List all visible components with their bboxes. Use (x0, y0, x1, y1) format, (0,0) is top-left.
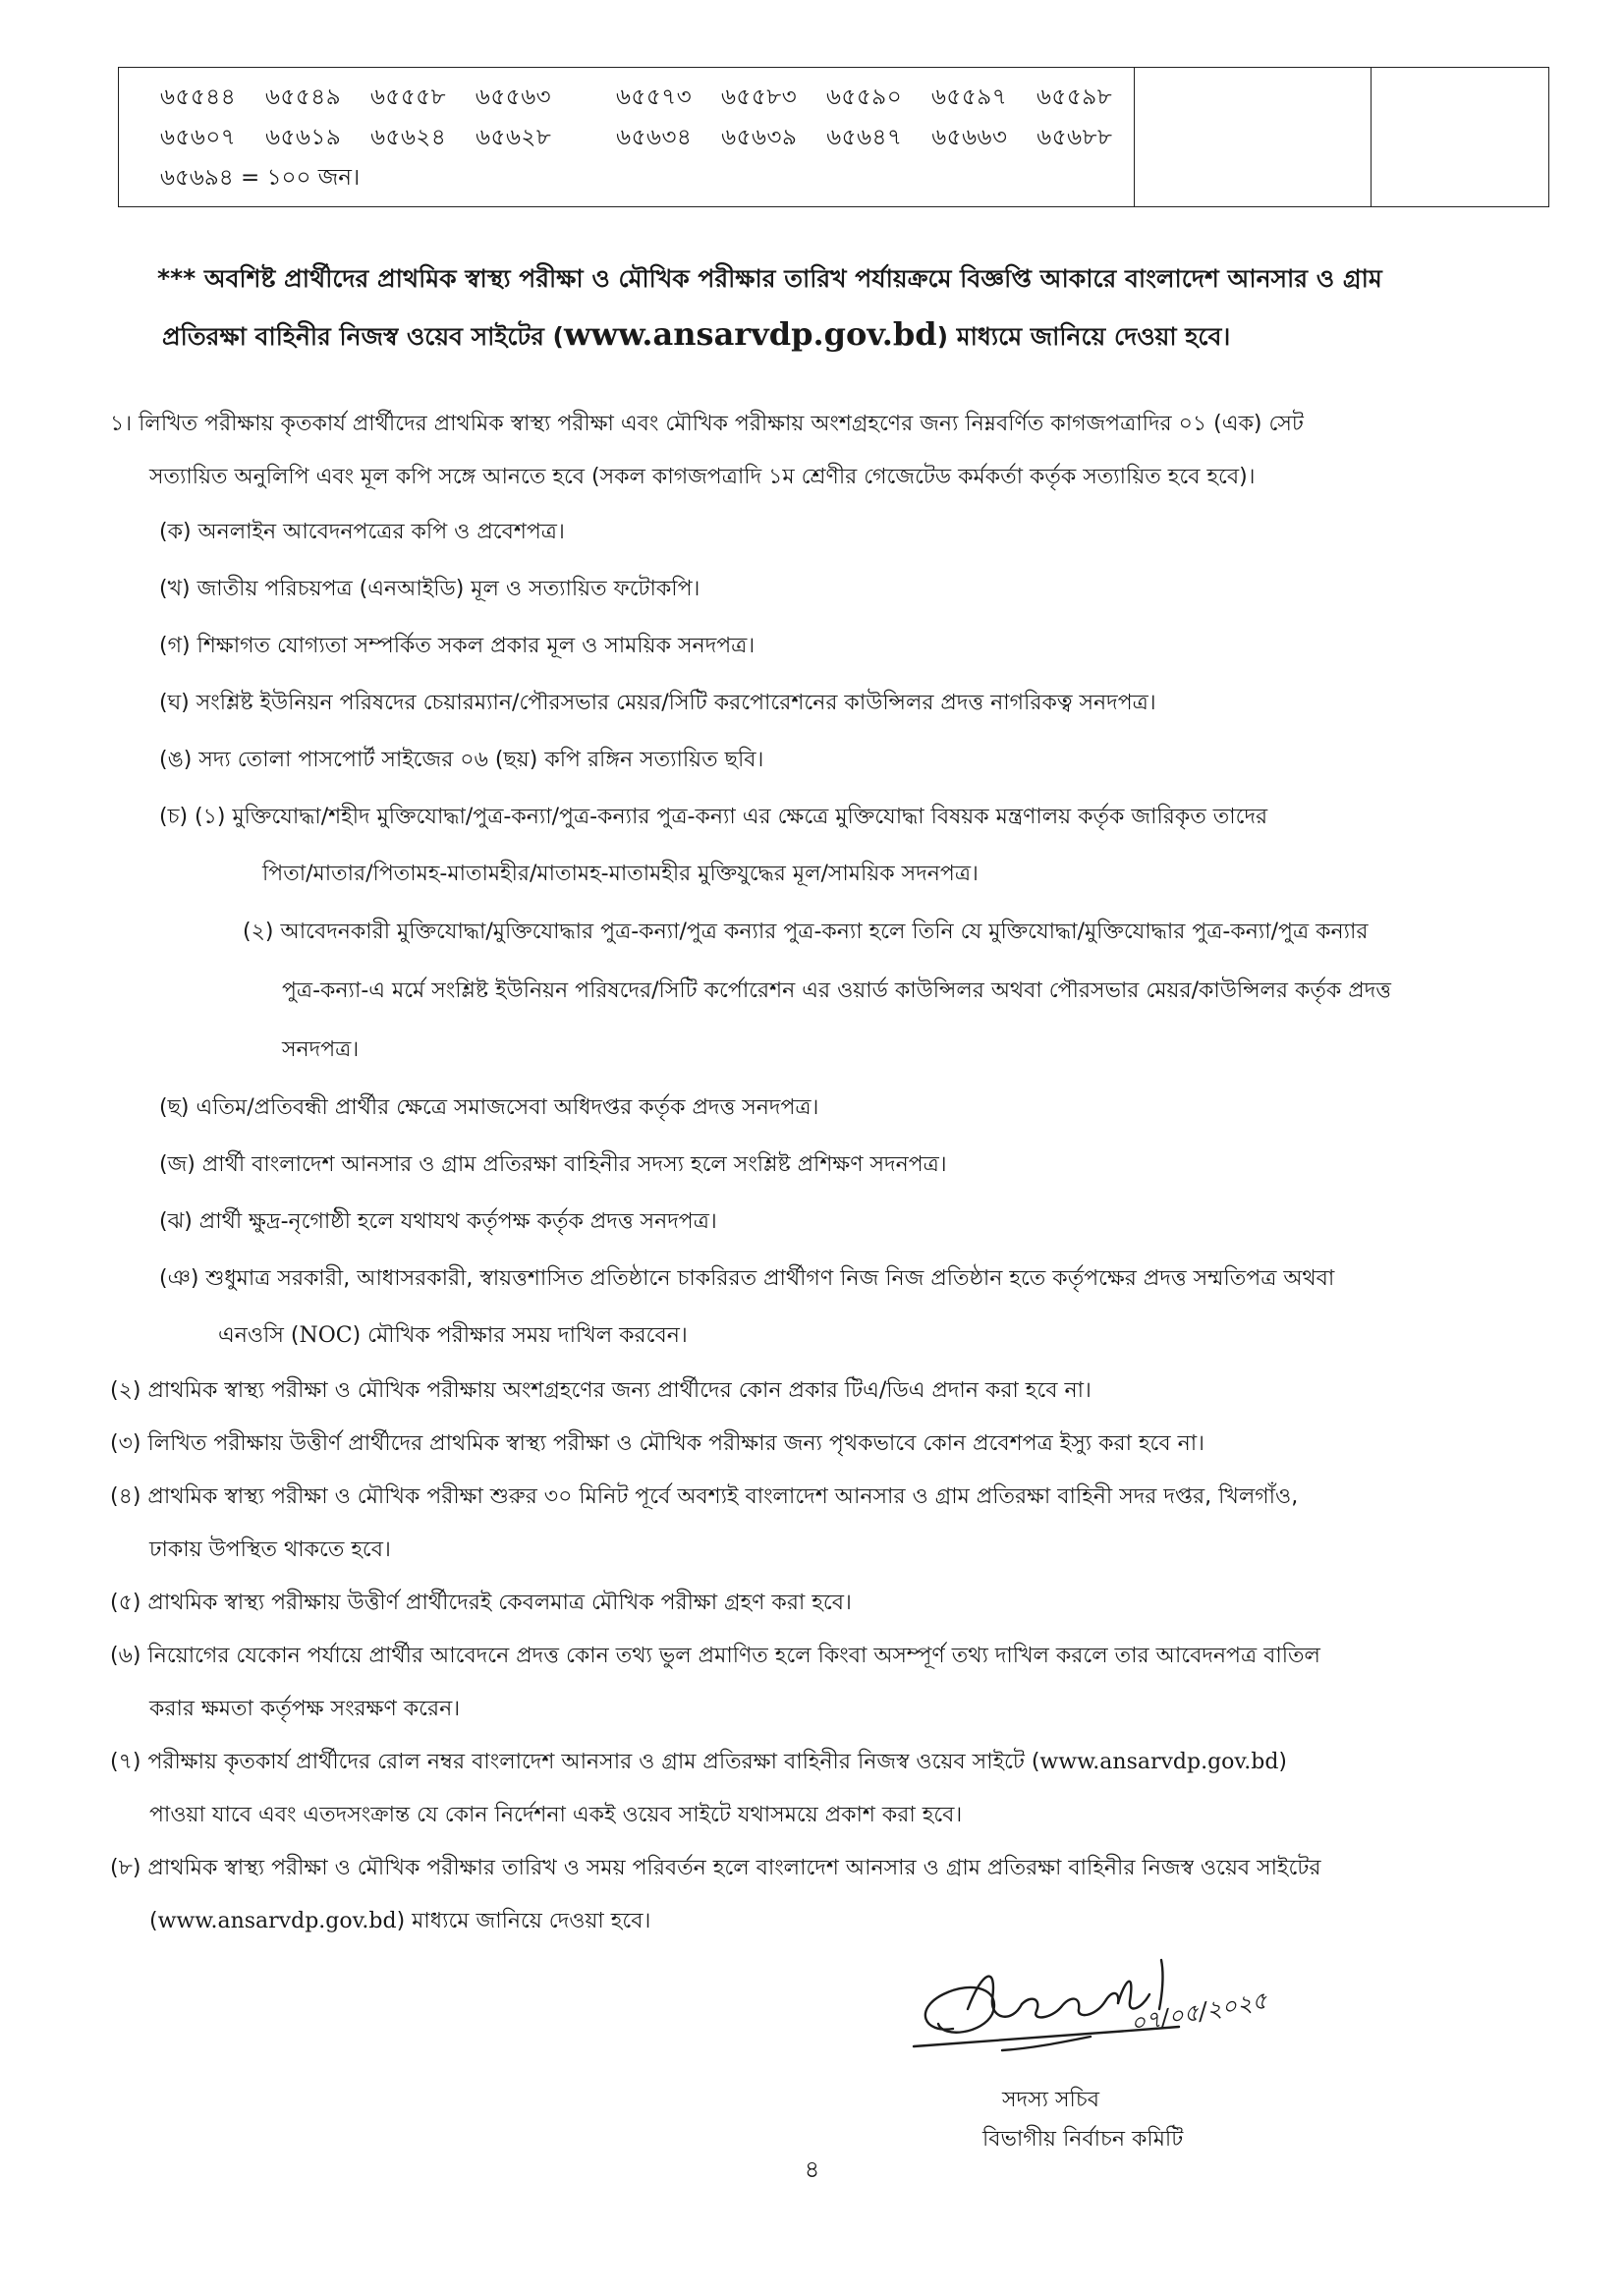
document-item-nya (110, 1251, 1544, 1365)
point-text: (ঞ) শুধুমাত্র সরকারী, আধাসরকারী, স্বায়ত্তশাসিত প্রতিষ্ঠানে চাকরিরত প্রার্থীগণ নিজ নিজ প্রতিষ্ঠান হতে কর্তৃপক্ষের প্রদত্ত সম্মতিপত্র অথবা (159, 1266, 1335, 1291)
notice-line-2 (157, 307, 1533, 364)
point-text: ) (1278, 1750, 1287, 1774)
roll-number: ৬৫৬০৭ (160, 125, 237, 150)
signature-date: ০৭/০৫/২০২৫ (1128, 1986, 1269, 2039)
roll-number: ৬৫৬২৪ (370, 125, 447, 150)
roll-number: ৬৫৬৪৭ (826, 125, 903, 150)
point-3: (৩) লিখিত পরীক্ষায় উত্তীর্ণ প্রার্থীদের প্রাথমিক স্বাস্থ্য পরীক্ষা ও মৌখিক পরীক্ষার জন্য পৃথকভাবে কোন প্রবেশপত্র ইস্যু করা হবে না। (110, 1431, 1204, 1456)
roll-number: ৬৫৬১৯ (265, 125, 342, 150)
document-item-chha: (ছ) এতিম/প্রতিবন্ধী প্রার্থীর ক্ষেত্রে সমাজসেবা অধিদপ্তর কর্তৃক প্রদত্ত সনদপত্র। (159, 1095, 819, 1120)
point-text (110, 1736, 1544, 1789)
roll-row-1 (160, 78, 1134, 118)
noc-text: NOC (299, 1323, 353, 1348)
page-number: ৪ (804, 2155, 820, 2183)
point-text: সনদপত্র। (282, 1037, 360, 1062)
roll-number: ৬৫৬৩৪ (616, 125, 693, 150)
point-6 (110, 1630, 1544, 1736)
point-5: (৫) প্রাথমিক স্বাস্থ্য পরীক্ষায় উত্তীর্ণ প্রার্থীদেরই কেবলমাত্র মৌখিক পরীক্ষা গ্রহণ করা হবে। (110, 1591, 852, 1615)
roll-number: ৬৫৬৬৩ (931, 125, 1008, 150)
document-item-gha: (ঘ) সংশ্লিষ্ট ইউনিয়ন পরিষদের চেয়ারম্যান/পৌরসভার মেয়র/সিটি করপোরেশনের কাউন্সিলর প্রদত্ত নাগরিকত্ব সনদপত্র। (159, 691, 1156, 715)
point-text: (৭) পরীক্ষায় কৃতকার্য প্রার্থীদের রোল নম্বর বাংলাদেশ আনসার ও গ্রাম প্রতিরক্ষা বাহিনীর নিজস্ব ওয়েব সাইটে ( (110, 1750, 1040, 1774)
roll-number: ৬৫৫৮৩ (720, 84, 798, 110)
point-text: (৪) প্রাথমিক স্বাস্থ্য পরীক্ষা ও মৌখিক পরীক্ষা শুরুর ৩০ মিনিট পূর্বে অবশ্যই বাংলাদেশ আনসার ও গ্রাম প্রতিরক্ষা বাহিনী সদর দপ্তর, খিলগাঁও, (110, 1484, 1299, 1509)
notice-paragraph (157, 252, 1533, 364)
point-text: ) মৌখিক পরীক্ষার সময় দাখিল করবেন। (352, 1323, 688, 1348)
point-text: (৮) প্রাথমিক স্বাস্থ্য পরীক্ষা ও মৌখিক পরীক্ষার তারিখ ও সময় পরিবর্তন হলে বাংলাদেশ আনসার ও গ্রাম প্রতিরক্ষা বাহিনীর নিজস্ব ওয়েব সাইটের (110, 1856, 1321, 1880)
website-link[interactable]: www.ansarvdp.gov.bd (1039, 1750, 1279, 1774)
roll-number: ৬৫৫৫৮ (369, 84, 447, 110)
point-7 (110, 1736, 1544, 1842)
instructions-list (110, 398, 1544, 1948)
notice-line-1: *** অবশিষ্ট প্রার্থীদের প্রাথমিক স্বাস্থ্য পরীক্ষা ও মৌখিক পরীক্ষার তারিখ পর্যায়ক্রমে বিজ্ঞপ্তি আকারে বাংলাদেশ আনসার ও গ্রাম (157, 264, 1382, 293)
document-item-kha: (খ) জাতীয় পরিচয়পত্র (এনআইডি) মূল ও সত্যায়িত ফটোকপি। (159, 577, 700, 601)
point-text: এনওসি ( (218, 1323, 300, 1348)
signatory-block (982, 2081, 1297, 2159)
roll-number: ৬৫৫৯০ (825, 84, 903, 110)
point-text: (৬) নিয়োগের যেকোন পর্যায়ে প্রার্থীর আবেদনে প্রদত্ত কোন তথ্য ভুল প্রমাণিত হলে কিংবা অসম্পূর্ণ তথ্য দাখিল করলে তার আবেদনপত্র বাতিল (110, 1644, 1320, 1668)
point-text: ) মাধ্যমে জানিয়ে দেওয়া হবে। (396, 1909, 651, 1933)
table-empty-cell (1372, 68, 1549, 207)
document-item-ka: (ক) অনলাইন আবেদনপত্রের কপি ও প্রবেশপত্র। (159, 520, 565, 544)
roll-number: ৬৫৬২৮ (476, 125, 552, 150)
point-text: ঢাকায় উপস্থিত থাকতে হবে। (149, 1538, 391, 1562)
point-text: ১। লিখিত পরীক্ষায় কৃতকার্য প্রার্থীদের প্রাথমিক স্বাস্থ্য পরীক্ষা এবং মৌখিক পরীক্ষায় অংশগ্রহণের জন্য নিম্নবর্ণিত কাগজপত্রাদির ০১ (এক) সেট (110, 412, 1304, 436)
website-link[interactable]: www.ansarvdp.gov.bd (563, 315, 937, 353)
roll-number: ৬৫৬৩৯ (721, 125, 798, 150)
document-item-uma: (ঙ) সদ্য তোলা পাসপোর্ট সাইজের ০৬ (ছয়) কপি রঙ্গিন সত্যায়িত ছবি। (159, 748, 764, 772)
point-text: (২) আবেদনকারী মুক্তিযোদ্ধা/মুক্তিযোদ্ধার পুত্র-কন্যা/পুত্র কন্যার পুত্র-কন্যা হলে তিনি যে মুক্তিযোদ্ধা/মুক্তিযোদ্ধার পুত্র-কন্যা/পুত্র কন্যার (243, 920, 1369, 944)
roll-number: ৬৫৫৪৪ (160, 84, 237, 110)
roll-number: ৬৫৫৭৩ (615, 84, 693, 110)
roll-number: ৬৫৫৯৭ (930, 84, 1008, 110)
point-1 (110, 398, 1544, 504)
roll-number: ৬৫৫৯৮ (1036, 84, 1113, 110)
signatory-designation: সদস্য সচিব (1002, 2088, 1099, 2112)
notice-text: ) মাধ্যমে জানিয়ে দেওয়া হবে। (936, 322, 1231, 351)
point-text: পাওয়া যাবে এবং এতদসংক্রান্ত যে কোন নির্দেশনা একই ওয়েব সাইটে যথাসময়ে প্রকাশ করা হবে। (149, 1803, 963, 1827)
point-2: (২) প্রাথমিক স্বাস্থ্য পরীক্ষা ও মৌখিক পরীক্ষায় অংশগ্রহণের জন্য প্রার্থীদের কোন প্রকার টিএ/ডিএ প্রদান করা হবে না। (110, 1378, 1092, 1403)
point-text: ( (149, 1909, 158, 1933)
table-empty-cell (1135, 68, 1372, 207)
point-text (159, 1308, 1544, 1365)
point-text (110, 1895, 1544, 1948)
document-item-ja: (জ) প্রার্থী বাংলাদেশ আনসার ও গ্রাম প্রতিরক্ষা বাহিনীর সদস্য হলে সংশ্লিষ্ট প্রশিক্ষণ সদনপত্র। (159, 1152, 947, 1177)
roll-number: ৬৫৫৪৯ (264, 84, 342, 110)
website-link[interactable]: www.ansarvdp.gov.bd (157, 1909, 397, 1933)
point-text: পিতা/মাতার/পিতামহ-মাতামহীর/মাতামহ-মাতামহীর মুক্তিযুদ্ধের মূল/সাময়িক সদনপত্র। (262, 862, 979, 886)
point-text: সত্যায়িত অনুলিপি এবং মূল কপি সঙ্গে আনতে হবে (সকল কাগজপত্রাদি ১ম শ্রেণীর গেজেটেড কর্মকর্তা কর্তৃক সত্যায়িত হবে হবে)। (149, 465, 1256, 489)
document-item-ga: (গ) শিক্ষাগত যোগ্যতা সম্পর্কিত সকল প্রকার মূল ও সাময়িক সনদপত্র। (159, 634, 756, 658)
roll-number: ৬৫৬৮৮ (1036, 125, 1113, 150)
roll-number: ৬৫৫৬৩ (475, 84, 552, 110)
point-text: পুত্র-কন্যা-এ মর্মে সংশ্লিষ্ট ইউনিয়ন পরিষদের/সিটি কর্পোরেশন এর ওয়ার্ড কাউন্সিলর অথবা পৌরসভার মেয়র/কাউন্সিলর কর্তৃক প্রদত্ত (282, 979, 1392, 1003)
roll-number-cell (119, 68, 1135, 207)
roll-row-2 (160, 118, 1134, 158)
point-8 (110, 1842, 1544, 1948)
point-4 (110, 1471, 1544, 1577)
signatory-committee: বিভাগীয় নির্বাচন কমিটি (982, 2127, 1184, 2152)
roll-number-table (118, 67, 1549, 207)
document-item-jha: (ঝ) প্রার্থী ক্ষুদ্র-নৃগোষ্ঠী হলে যথাযথ কর্তৃপক্ষ কর্তৃক প্রদত্ত সনদপত্র। (159, 1209, 717, 1234)
point-text: করার ক্ষমতা কর্তৃপক্ষ সংরক্ষণ করেন। (149, 1697, 461, 1721)
notice-text: প্রতিরক্ষা বাহিনীর নিজস্ব ওয়েব সাইটের ( (162, 322, 564, 351)
document-item-cha-1 (110, 789, 1544, 903)
roll-total: ৬৫৬৯৪ = ১০০ জন। (160, 165, 361, 191)
document-item-cha-2 (110, 903, 1544, 1080)
point-text: (চ) (১) মুক্তিযোদ্ধা/শহীদ মুক্তিযোদ্ধা/পুত্র-কন্যা/পুত্র-কন্যার পুত্র-কন্যা এর ক্ষেত্রে মুক্তিযোদ্ধা বিষয়ক মন্ত্রণালয় কর্তৃক জারিকৃত তাদের (159, 805, 1268, 829)
